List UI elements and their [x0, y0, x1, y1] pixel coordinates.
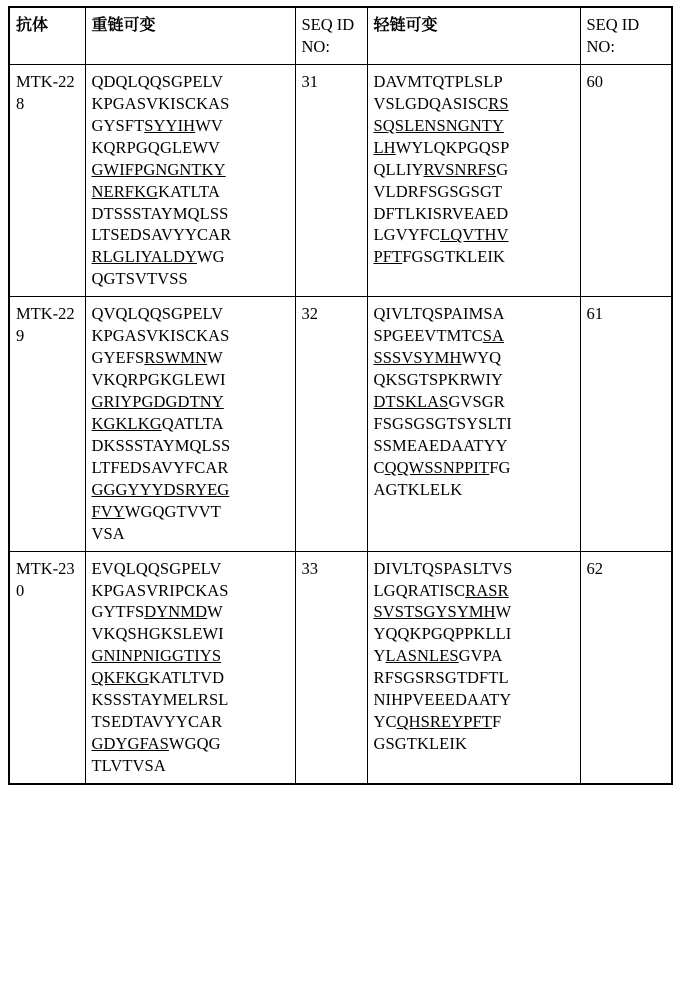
sequence-line: RLGLIYALDYWG — [91, 247, 225, 267]
sequence-line: LGQRATISCRASR — [373, 580, 509, 600]
antibody-id: MTK-230 — [9, 551, 85, 784]
sequence-line: FVYWGQGTVVT — [91, 501, 221, 521]
header-row — [9, 7, 672, 64]
table-row — [9, 297, 672, 551]
sequence-line: GNINPNIGGTIYS — [91, 646, 222, 666]
light-seq-id: 60 — [580, 64, 672, 296]
sequence-line: SSSVSYMHWYQ — [373, 348, 502, 368]
sequence-line: VSA — [91, 523, 125, 543]
sequence-line: LTFEDSAVYFCAR — [91, 457, 229, 477]
header-antibody: 抗体 — [9, 7, 85, 64]
sequence-line: GDYGFASWGQG — [91, 734, 221, 754]
sequence-line: SVSTSGYSYMHW — [373, 602, 512, 622]
sequence-line: CQQWSSNPPITFG — [373, 457, 511, 477]
sequence-line: RFSGSRSGTDFTL — [373, 668, 509, 688]
sequence-line: KGKLKGQATLTA — [91, 413, 224, 433]
light-chain-sequence — [367, 64, 580, 296]
sequence-line: QKSGTSPKRWIY — [373, 370, 504, 390]
sequence-line: QVQLQQSGPELV — [91, 304, 224, 324]
sequence-line: DTSSSTAYMQLSS — [91, 203, 229, 223]
sequence-line: KQRPGQGLEWV — [91, 137, 221, 157]
sequence-line: GYTFSDYNMDW — [91, 602, 223, 622]
sequence-line: QIVLTQSPAIMSA — [373, 304, 505, 324]
sequence-line: GRIYPGDGDTNY — [91, 392, 224, 411]
light-chain-sequence — [367, 551, 580, 784]
table-row — [9, 551, 672, 784]
heavy-chain-sequence — [85, 64, 295, 296]
sequence-line: GWIFPGNGNTKY — [91, 159, 226, 179]
sequence-line: NERFKGKATLTA — [91, 181, 221, 201]
header-light-chain-variable: 轻链可变 — [367, 7, 580, 64]
sequence-line: QKFKGKATLTVD — [91, 668, 225, 688]
sequence-line: DFTLKISRVEAED — [373, 203, 509, 223]
sequence-line: SSMEAEDAATYY — [373, 435, 508, 455]
sequence-line: VKQSHGKSLEWI — [91, 624, 224, 644]
sequence-line: SPGEEVTMTCSA — [373, 326, 504, 346]
header-seq-id-heavy: SEQ ID NO: — [295, 7, 367, 64]
sequence-line: LHWYLQKPGQSP — [373, 137, 510, 157]
sequence-line: YQQKPGQPPKLLI — [373, 624, 512, 644]
header-heavy-chain-variable: 重链可变 — [85, 7, 295, 64]
sequence-line: KPGASVKISCKAS — [91, 326, 230, 346]
sequence-line: LGVYFCLQVTHV — [373, 225, 509, 245]
sequence-line: KPGASVRIPCKAS — [91, 580, 229, 600]
sequence-line: QGTSVTVSS — [91, 269, 188, 289]
light-seq-id: 61 — [580, 297, 672, 551]
sequence-line: QLLIYRVSNRFSG — [373, 159, 509, 179]
light-chain-sequence — [367, 297, 580, 551]
sequence-line: DKSSSTAYMQLSS — [91, 435, 231, 455]
sequence-line: DTSKLASGVSGR — [373, 392, 505, 411]
sequence-line: SQSLENSNGNTY — [373, 115, 504, 135]
sequence-line: LTSEDSAVYYCAR — [91, 225, 232, 245]
heavy-seq-id: 31 — [295, 64, 367, 296]
sequence-line: KSSSTAYMELRSL — [91, 690, 229, 710]
table-body — [9, 64, 672, 784]
sequence-line: NIHPVEEEDAATY — [373, 690, 512, 710]
sequence-line: VSLGDQASISCRS — [373, 93, 509, 113]
table-row — [9, 64, 672, 296]
sequence-line: TLVTVSA — [91, 756, 166, 775]
sequence-line: VKQRPGKGLEWI — [91, 370, 226, 390]
antibody-id: MTK-228 — [9, 64, 85, 296]
sequence-line: DAVMTQTPLSLP — [373, 71, 503, 91]
heavy-seq-id: 33 — [295, 551, 367, 784]
sequence-line: VLDRFSGSGSGT — [373, 181, 503, 201]
heavy-seq-id: 32 — [295, 297, 367, 551]
sequence-table — [8, 6, 673, 785]
sequence-line: AGTKLELK — [373, 479, 463, 499]
sequence-line: GSGTKLEIK — [373, 734, 467, 754]
sequence-line: GYSFTSYYIHWV — [91, 115, 223, 135]
table-header — [9, 7, 672, 64]
sequence-line: TSEDTAVYYCAR — [91, 712, 223, 732]
sequence-line: GYEFSRSWMNW — [91, 348, 223, 368]
sequence-line: GGGYYYDSRYEG — [91, 479, 230, 499]
antibody-id: MTK-229 — [9, 297, 85, 551]
sequence-line: KPGASVKISCKAS — [91, 93, 230, 113]
sequence-line: DIVLTQSPASLTVS — [373, 558, 513, 578]
header-seq-id-light: SEQ ID NO: — [580, 7, 672, 64]
heavy-chain-sequence — [85, 297, 295, 551]
light-seq-id: 62 — [580, 551, 672, 784]
sequence-line: YLASNLESGVPA — [373, 646, 503, 666]
sequence-line: QDQLQQSGPELV — [91, 71, 224, 91]
sequence-line: EVQLQQSGPELV — [91, 558, 222, 578]
sequence-line: FSGSGSGTSYSLTI — [373, 413, 512, 433]
sequence-line: YCQHSREYPFTF — [373, 712, 502, 732]
sequence-line: PFTFGSGTKLEIK — [373, 247, 505, 267]
heavy-chain-sequence — [85, 551, 295, 784]
